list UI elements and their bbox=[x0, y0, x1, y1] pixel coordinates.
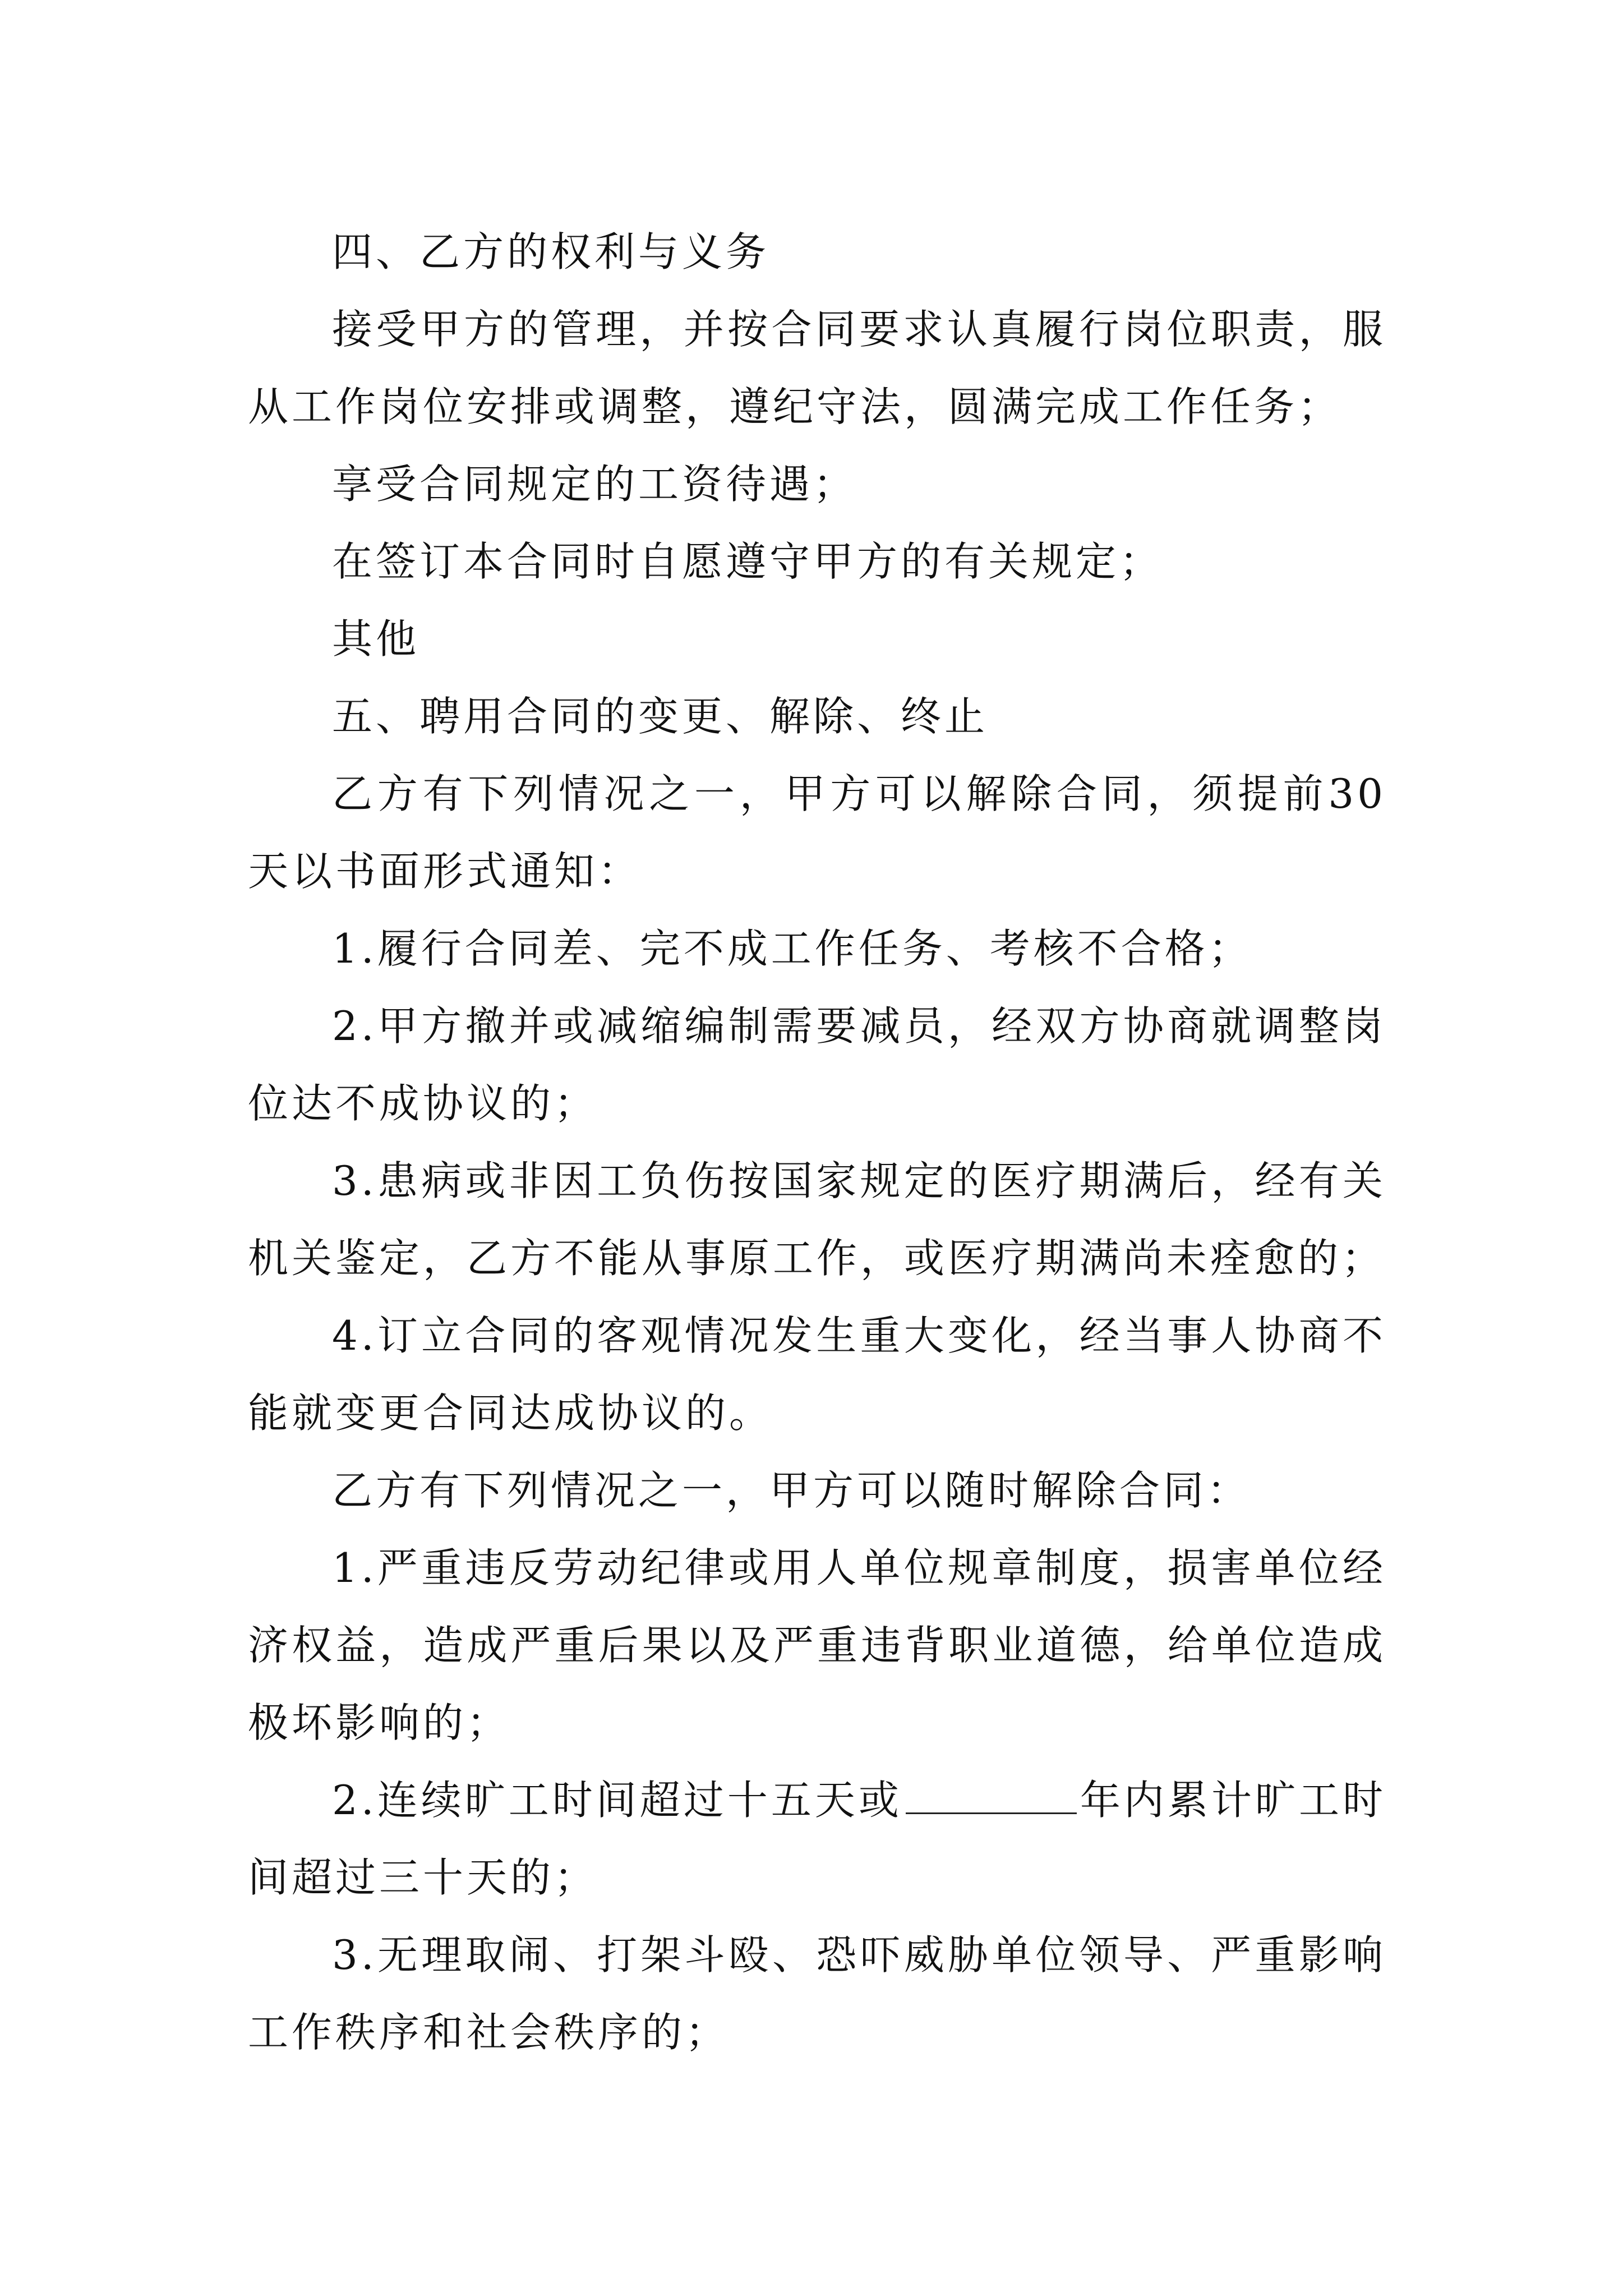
fill-in-blank bbox=[906, 1779, 1077, 1814]
paragraph-terminate-with-notice: 乙方有下列情况之一，甲方可以解除合同，须提前30天以书面形式通知： bbox=[248, 770, 1386, 895]
list-item-notice-3: 3.患病或非因工负伤按国家规定的医疗期满后，经有关机关鉴定，乙方不能从事原工作，或医疗期满尚未痊愈的； bbox=[248, 1157, 1386, 1282]
paragraph-other: 其他 bbox=[332, 615, 420, 662]
list-item-immediate-2-before: 2.连续旷工时间超过十五天或 bbox=[332, 1777, 902, 1824]
list-item-notice-2: 2.甲方撤并或减缩编制需要减员，经双方协商就调整岗位达不成协议的； bbox=[248, 1002, 1386, 1127]
document-body bbox=[248, 213, 1386, 2071]
paragraph-accept-management: 接受甲方的管理，并按合同要求认真履行岗位职责，服从工作岗位安排或调整，遵纪守法，圆满完成工作任务； bbox=[248, 306, 1386, 430]
list-item-immediate-1: 1.严重违反劳动纪律或用人单位规章制度，损害单位经济权益，造成严重后果以及严重违背职业道德，给单位造成极坏影响的； bbox=[248, 1544, 1386, 1746]
list-item-notice-4: 4.订立合同的客观情况发生重大变化，经当事人协商不能就变更合同达成协议的。 bbox=[248, 1312, 1386, 1437]
list-item-immediate-3: 3.无理取闹、打架斗殴、恐吓威胁单位领导、严重影响工作秩序和社会秩序的； bbox=[248, 1931, 1386, 2056]
list-item-notice-1: 1.履行合同差、完不成工作任务、考核不合格； bbox=[332, 925, 1252, 972]
section-heading-contract-change: 五、聘用合同的变更、解除、终止 bbox=[332, 693, 989, 740]
section-heading-party-b-rights: 四、乙方的权利与义务 bbox=[332, 228, 770, 275]
paragraph-salary: 享受合同规定的工资待遇； bbox=[332, 461, 857, 508]
paragraph-terminate-immediately: 乙方有下列情况之一，甲方可以随时解除合同： bbox=[332, 1467, 1251, 1514]
list-item-immediate-2-after: 年内累计旷工时间超过三十天的； bbox=[248, 1777, 1386, 1901]
paragraph-comply-rules: 在签订本合同时自愿遵守甲方的有关规定； bbox=[332, 538, 1164, 585]
list-item-immediate-2 bbox=[248, 1761, 1386, 1916]
